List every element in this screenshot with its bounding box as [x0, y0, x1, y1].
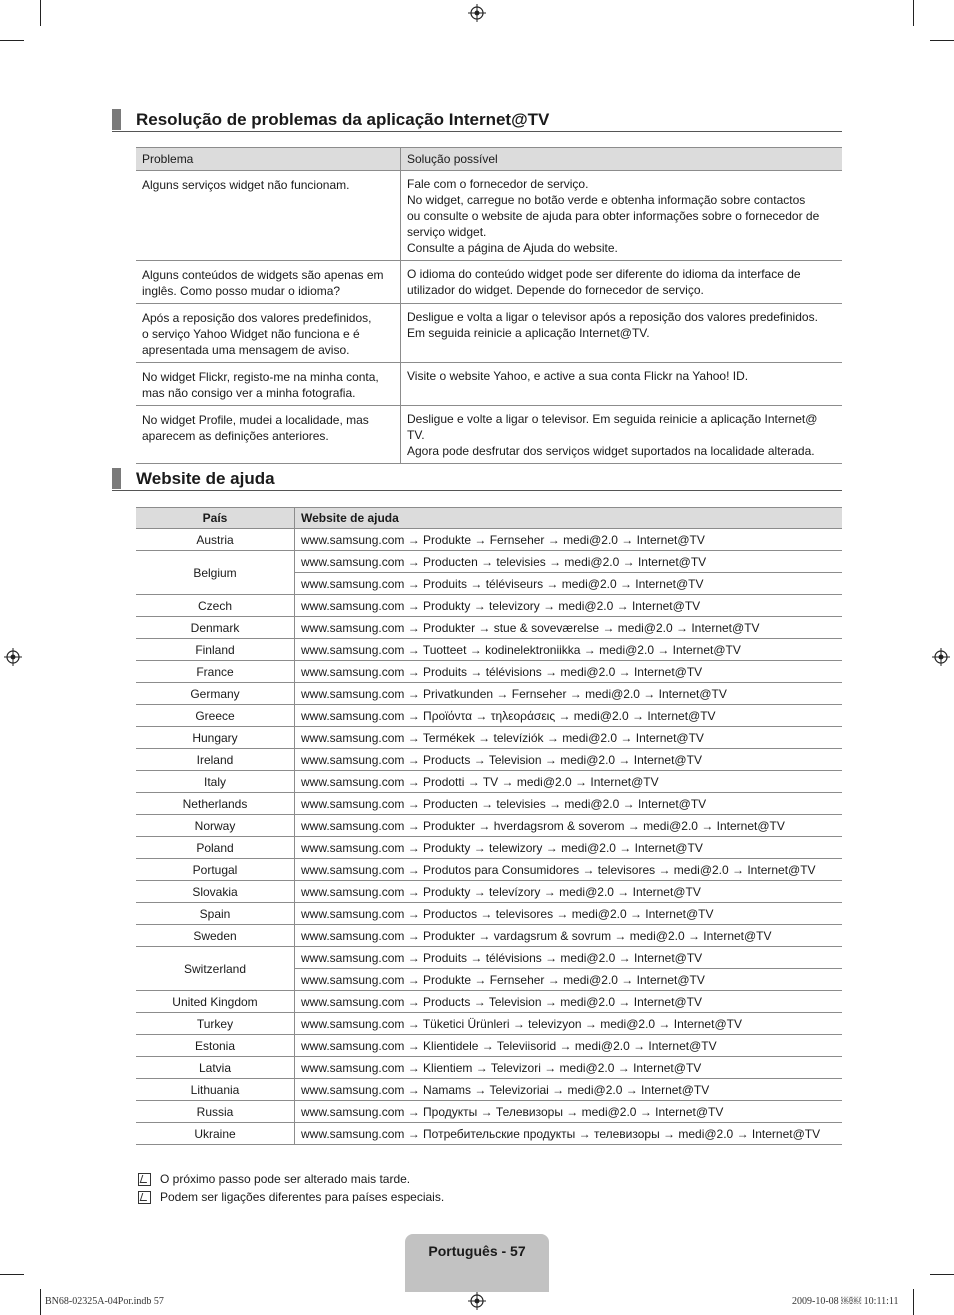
problem-cell [136, 363, 401, 406]
crop-mark [913, 0, 914, 26]
cell-line: Agora pode desfrutar dos serviços widget suportados na localidade alterada. [407, 444, 815, 458]
footer-timestamp: 2009-10-08 ￼￼ 10:11:11 [792, 1296, 899, 1307]
table-row [136, 837, 842, 859]
table-row [136, 1101, 842, 1123]
country-cell: Portugal [136, 859, 295, 881]
cell-line: Desligue e volte a ligar o televisor. Em seguida reinicie a aplicação Internet@ [407, 412, 818, 426]
country-cell: Greece [136, 705, 295, 727]
country-cell: Netherlands [136, 793, 295, 815]
website-cell: www.samsung.com → Produits → télévisions → medi@2.0 → Internet@TV [295, 947, 843, 969]
table-row [136, 171, 842, 261]
website-cell: www.samsung.com → Producten → televisies → medi@2.0 → Internet@TV [295, 551, 843, 573]
website-cell: www.samsung.com → Produkter → hverdagsrom & soverom → medi@2.0 → Internet@TV [295, 815, 843, 837]
heading-bar [112, 468, 121, 489]
column-header-problem: Problema [136, 148, 401, 171]
cell-line: inglês. Como posso mudar o idioma? [142, 284, 341, 298]
solution-cell [401, 406, 843, 464]
cell-line: No widget Flickr, registo-me na minha conta, [142, 370, 379, 384]
table-row [136, 815, 842, 837]
website-cell: www.samsung.com → Producten → televisies → medi@2.0 → Internet@TV [295, 793, 843, 815]
page-label: Português - 57 [428, 1243, 526, 1259]
country-cell: Spain [136, 903, 295, 925]
column-header-website: Website de ajuda [295, 508, 843, 529]
problem-cell [136, 261, 401, 304]
website-cell: www.samsung.com → Products → Television → medi@2.0 → Internet@TV [295, 991, 843, 1013]
website-cell: www.samsung.com → Tüketici Ürünleri → televizyon → medi@2.0 → Internet@TV [295, 1013, 843, 1035]
website-cell: www.samsung.com → Klientiem → Televizori → medi@2.0 → Internet@TV [295, 1057, 843, 1079]
page-number-tab [405, 1234, 549, 1292]
cell-line: o serviço Yahoo Widget não funciona e é [142, 327, 360, 341]
problem-cell [136, 304, 401, 363]
crop-mark [0, 1274, 24, 1275]
cell-line: serviço widget. [407, 225, 487, 239]
table-row [136, 859, 842, 881]
crop-mark [0, 40, 24, 41]
website-cell: www.samsung.com → Потребительские продукты → телевизоры → medi@2.0 → Internet@TV [295, 1123, 843, 1145]
cell-line: No widget, carregue no botão verde e obtenha informação sobre contactos [407, 193, 806, 207]
website-cell: www.samsung.com → Produkty → telewizory → medi@2.0 → Internet@TV [295, 837, 843, 859]
country-cell: Latvia [136, 1057, 295, 1079]
solution-cell [401, 304, 843, 363]
country-cell: United Kingdom [136, 991, 295, 1013]
table-row [136, 727, 842, 749]
table-row [136, 925, 842, 947]
cell-line: utilizador do widget. Depende do fornecedor de serviço. [407, 283, 704, 297]
table-row [136, 595, 842, 617]
note-text: O próximo passo pode ser alterado mais tarde. [160, 1172, 411, 1186]
website-cell: www.samsung.com → Produkte → Fernseher → medi@2.0 → Internet@TV [295, 529, 843, 551]
table-row [136, 261, 842, 304]
website-cell: www.samsung.com → Produits → télévisions → medi@2.0 → Internet@TV [295, 661, 843, 683]
country-cell: Ireland [136, 749, 295, 771]
country-cell: Finland [136, 639, 295, 661]
table-row [136, 304, 842, 363]
solution-cell [401, 363, 843, 406]
table-row [136, 903, 842, 925]
registration-mark-icon [932, 648, 950, 666]
website-cell: www.samsung.com → Namams → Televizoriai → medi@2.0 → Internet@TV [295, 1079, 843, 1101]
cell-line: Consulte a página de Ajuda do website. [407, 241, 618, 255]
cell-line: Desligue e volta a ligar o televisor após a reposição dos valores predefinidos. [407, 310, 818, 324]
table-row [136, 617, 842, 639]
column-header-country: País [136, 508, 295, 529]
table-row [136, 529, 842, 551]
table-row [136, 1123, 842, 1145]
website-cell: www.samsung.com → Klientidele → Televiisorid → medi@2.0 → Internet@TV [295, 1035, 843, 1057]
note-item [138, 1188, 444, 1206]
section-heading-help-website [112, 468, 842, 491]
troubleshooting-table [136, 147, 842, 464]
country-cell: Turkey [136, 1013, 295, 1035]
cell-line: Após a reposição dos valores predefinidos, [142, 311, 372, 325]
website-cell: www.samsung.com → Produkty → televízory → medi@2.0 → Internet@TV [295, 881, 843, 903]
cell-line: No widget Profile, mudei a localidade, mas [142, 413, 369, 427]
table-row [136, 1035, 842, 1057]
country-cell: Poland [136, 837, 295, 859]
table-row [136, 363, 842, 406]
note-item [138, 1170, 444, 1188]
cell-line: Alguns serviços widget não funcionam. [142, 178, 350, 192]
country-cell: Lithuania [136, 1079, 295, 1101]
crop-mark [40, 1289, 41, 1315]
country-cell: Czech [136, 595, 295, 617]
country-cell: Ukraine [136, 1123, 295, 1145]
registration-mark-icon [468, 4, 486, 22]
table-row [136, 793, 842, 815]
crop-mark [40, 0, 41, 26]
country-cell: Slovakia [136, 881, 295, 903]
website-cell: www.samsung.com → Προϊόντα → τηλεοράσεις → medi@2.0 → Internet@TV [295, 705, 843, 727]
footer-file-info: BN68-02325A-04Por.indb 57 [45, 1296, 164, 1307]
cell-line: Alguns conteúdos de widgets são apenas em [142, 268, 384, 282]
cell-line: apresentada uma mensagem de aviso. [142, 343, 350, 357]
country-cell: Denmark [136, 617, 295, 639]
cell-line: mas não consigo ver a minha fotografia. [142, 386, 356, 400]
problem-cell [136, 171, 401, 261]
cell-line: Visite o website Yahoo, e active a sua conta Flickr na Yahoo! ID. [407, 369, 749, 383]
note-text: Podem ser ligações diferentes para países especiais. [160, 1190, 445, 1204]
website-cell: www.samsung.com → Termékek → televíziók → medi@2.0 → Internet@TV [295, 727, 843, 749]
website-cell: www.samsung.com → Privatkunden → Fernseher → medi@2.0 → Internet@TV [295, 683, 843, 705]
website-cell: www.samsung.com → Productos → televisores → medi@2.0 → Internet@TV [295, 903, 843, 925]
table-header-row [136, 148, 842, 171]
country-cell: Switzerland [136, 947, 295, 991]
country-cell: Sweden [136, 925, 295, 947]
help-website-table [136, 507, 842, 1145]
country-cell: Russia [136, 1101, 295, 1123]
cell-line: ou consulte o website de ajuda para obter informações sobre o fornecedor de [407, 209, 820, 223]
column-header-solution: Solução possível [401, 148, 843, 171]
table-row [136, 683, 842, 705]
website-cell: www.samsung.com → Prodotti → TV → medi@2.0 → Internet@TV [295, 771, 843, 793]
website-cell: www.samsung.com → Products → Television → medi@2.0 → Internet@TV [295, 749, 843, 771]
country-cell: Italy [136, 771, 295, 793]
country-cell: Belgium [136, 551, 295, 595]
website-cell: www.samsung.com → Produkte → Fernseher → medi@2.0 → Internet@TV [295, 969, 843, 991]
note-icon [138, 1173, 151, 1186]
registration-mark-icon [4, 648, 22, 666]
registration-mark-icon [468, 1292, 486, 1310]
problem-cell [136, 406, 401, 464]
website-cell: www.samsung.com → Tuotteet → kodinelektroniikka → medi@2.0 → Internet@TV [295, 639, 843, 661]
table-row [136, 947, 842, 969]
crop-mark [930, 40, 954, 41]
solution-cell [401, 171, 843, 261]
notes [138, 1170, 444, 1206]
cell-line: Em seguida reinicie a aplicação Internet@TV. [407, 326, 650, 340]
table-row [136, 749, 842, 771]
section-title: Resolução de problemas da aplicação Internet@TV [136, 110, 550, 129]
table-row [136, 639, 842, 661]
table-row [136, 661, 842, 683]
table-row [136, 1079, 842, 1101]
website-cell: www.samsung.com → Продукты → Телевизоры → medi@2.0 → Internet@TV [295, 1101, 843, 1123]
table-row [136, 406, 842, 464]
country-cell: Austria [136, 529, 295, 551]
crop-mark [930, 1274, 954, 1275]
cell-line: O idioma do conteúdo widget pode ser diferente do idioma da interface de [407, 267, 801, 281]
website-cell: www.samsung.com → Produkter → stue & soveværelse → medi@2.0 → Internet@TV [295, 617, 843, 639]
website-cell: www.samsung.com → Produtos para Consumidores → televisores → medi@2.0 → Internet@TV [295, 859, 843, 881]
cell-line: Fale com o fornecedor de serviço. [407, 177, 589, 191]
country-cell: Hungary [136, 727, 295, 749]
table-row [136, 705, 842, 727]
table-row [136, 551, 842, 573]
table-row [136, 991, 842, 1013]
country-cell: Estonia [136, 1035, 295, 1057]
section-title: Website de ajuda [136, 469, 275, 488]
country-cell: Germany [136, 683, 295, 705]
website-cell: www.samsung.com → Produits → téléviseurs → medi@2.0 → Internet@TV [295, 573, 843, 595]
cell-line: TV. [407, 428, 425, 442]
country-cell: France [136, 661, 295, 683]
website-cell: www.samsung.com → Produkter → vardagsrum & sovrum → medi@2.0 → Internet@TV [295, 925, 843, 947]
crop-mark [913, 1289, 914, 1315]
solution-cell [401, 261, 843, 304]
section-heading-troubleshooting [112, 109, 842, 132]
table-row [136, 881, 842, 903]
website-cell: www.samsung.com → Produkty → televizory → medi@2.0 → Internet@TV [295, 595, 843, 617]
heading-bar [112, 109, 121, 130]
table-header-row [136, 508, 842, 529]
cell-line: aparecem as definições anteriores. [142, 429, 329, 443]
country-cell: Norway [136, 815, 295, 837]
table-row [136, 771, 842, 793]
table-row [136, 1013, 842, 1035]
note-icon [138, 1191, 151, 1204]
table-row [136, 1057, 842, 1079]
